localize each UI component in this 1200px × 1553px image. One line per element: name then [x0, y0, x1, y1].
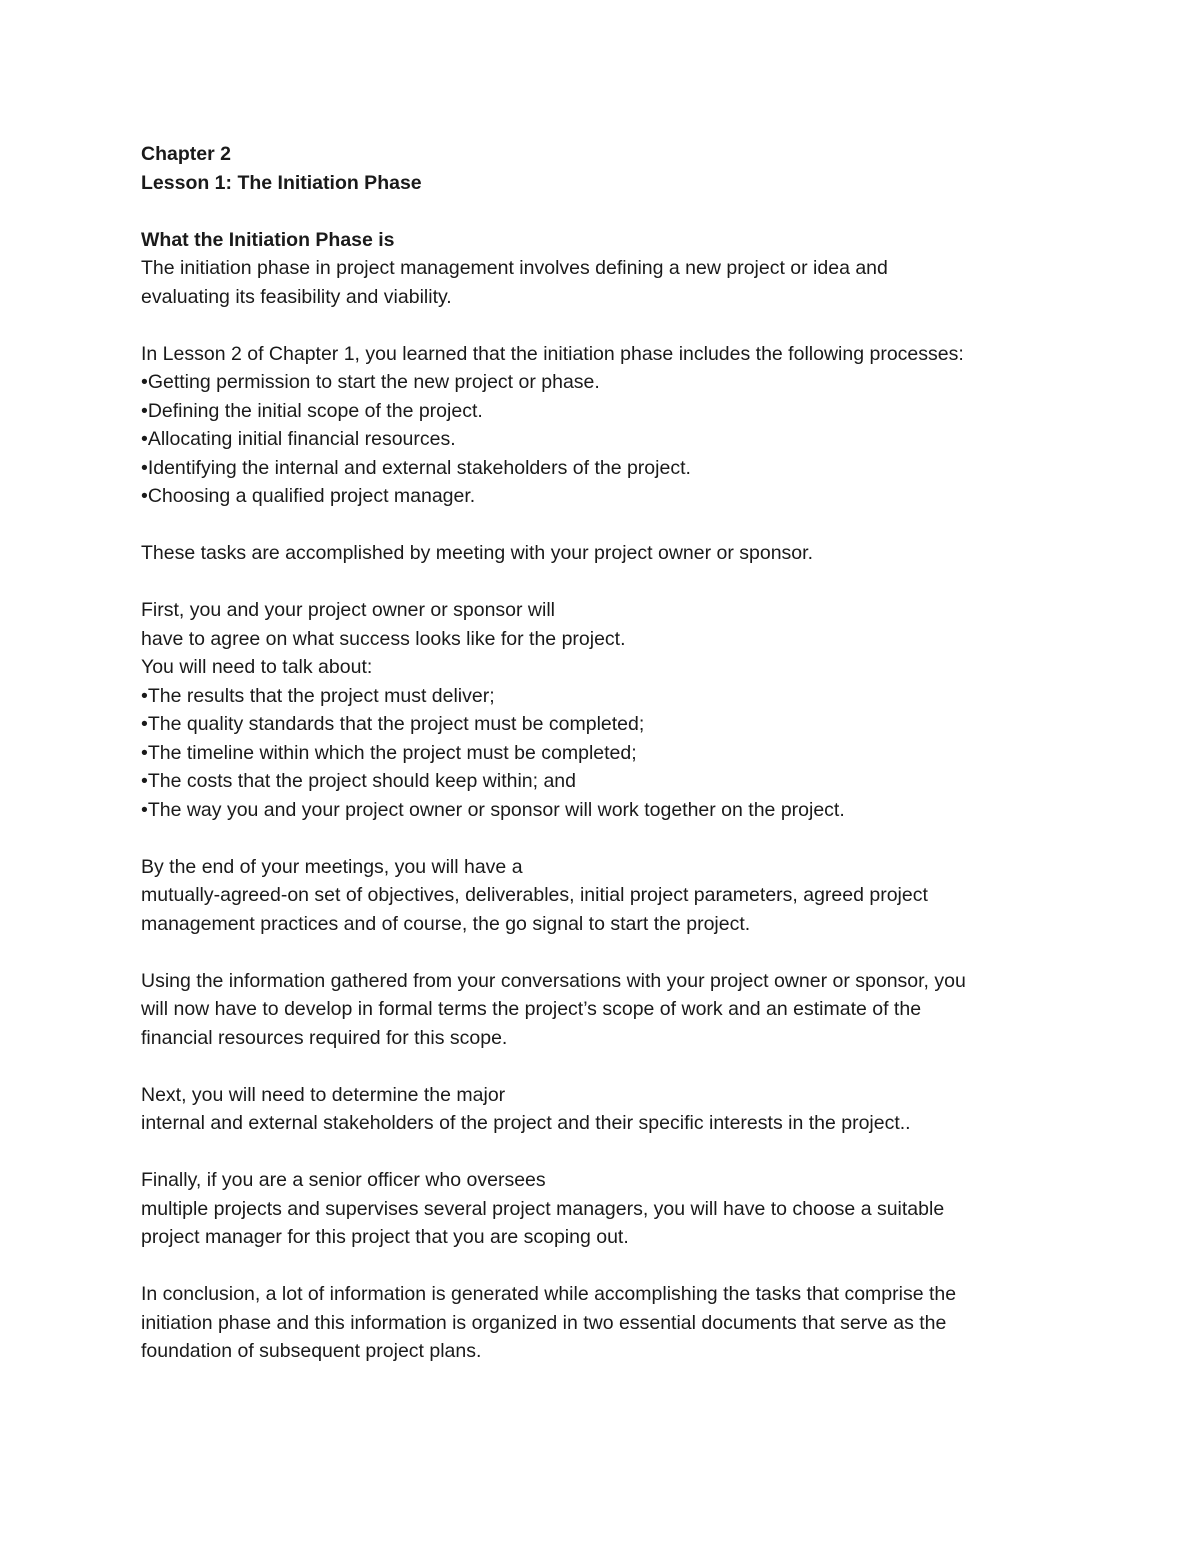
list-item: •The results that the project must deliver; [141, 684, 495, 707]
list-item: •The timeline within which the project must be completed; [141, 741, 637, 764]
paragraph-line: evaluating its feasibility and viability. [141, 285, 452, 308]
paragraph-line: initiation phase and this information is organized in two essential documents that serve as the [141, 1311, 947, 1334]
processes-intro: In Lesson 2 of Chapter 1, you learned that the initiation phase includes the following processes: [141, 342, 964, 365]
first-paragraph [141, 596, 1081, 682]
list-item: •Identifying the internal and external stakeholders of the project. [141, 456, 691, 479]
using-info-paragraph [141, 967, 1081, 1053]
blank-line [141, 511, 1081, 540]
list-item: •The quality standards that the project must be completed; [141, 713, 645, 735]
paragraph-line: In conclusion, a lot of information is generated while accomplishing the tasks that comprise the [141, 1283, 957, 1305]
section-heading: What the Initiation Phase is [141, 228, 395, 251]
end-meetings-paragraph [141, 853, 1081, 939]
paragraph-line: Finally, if you are a senior officer who oversees [141, 1169, 546, 1191]
paragraph-line: have to agree on what success looks like for the project. [141, 627, 626, 650]
blank-line [141, 197, 1081, 226]
paragraph-line: First, you and your project owner or sponsor will [141, 599, 556, 621]
chapter-title: Chapter 2 [141, 143, 231, 165]
talk-items-list [141, 682, 1081, 825]
blank-line [141, 1138, 1081, 1167]
list-item: •The way you and your project owner or sponsor will work together on the project. [141, 798, 845, 821]
lesson-title: Lesson 1: The Initiation Phase [141, 171, 422, 194]
blank-line [141, 568, 1081, 597]
blank-line [141, 311, 1081, 340]
blank-line [141, 938, 1081, 967]
paragraph-line: Using the information gathered from your conversations with your project owner or sponsor, you [141, 969, 966, 992]
list-item: •The costs that the project should keep within; and [141, 770, 576, 792]
list-item: •Choosing a qualified project manager. [141, 485, 476, 507]
intro-paragraph [141, 254, 1081, 311]
processes-list [141, 368, 1081, 511]
paragraph-line: financial resources required for this scope. [141, 1026, 508, 1049]
list-item: •Getting permission to start the new project or phase. [141, 371, 600, 393]
paragraph-line: By the end of your meetings, you will have a [141, 855, 523, 878]
paragraph-line: will now have to develop in formal terms the project’s scope of work and an estimate of the [141, 998, 922, 1020]
tasks-paragraph: These tasks are accomplished by meeting with your project owner or sponsor. [141, 542, 813, 564]
blank-line [141, 1052, 1081, 1081]
list-item: •Allocating initial financial resources. [141, 428, 456, 450]
paragraph-line: multiple projects and supervises several project managers, you will have to choose a suitable [141, 1197, 945, 1220]
conclusion-paragraph [141, 1280, 1081, 1366]
paragraph-line: Next, you will need to determine the major [141, 1083, 506, 1106]
paragraph-line: You will need to talk about: [141, 656, 373, 678]
blank-line [141, 1252, 1081, 1281]
next-paragraph [141, 1081, 1081, 1138]
paragraph-line: The initiation phase in project management involves defining a new project or idea and [141, 257, 888, 279]
blank-line [141, 824, 1081, 853]
finally-paragraph [141, 1166, 1081, 1252]
paragraph-line: internal and external stakeholders of the project and their specific interests in the project.. [141, 1112, 911, 1134]
paragraph-line: project manager for this project that you are scoping out. [141, 1226, 629, 1248]
document-body [141, 140, 1081, 1366]
paragraph-line: management practices and of course, the go signal to start the project. [141, 912, 751, 935]
list-item: •Defining the initial scope of the project. [141, 399, 483, 422]
paragraph-line: mutually-agreed-on set of objectives, deliverables, initial project parameters, agreed project [141, 884, 928, 906]
paragraph-line: foundation of subsequent project plans. [141, 1340, 482, 1362]
